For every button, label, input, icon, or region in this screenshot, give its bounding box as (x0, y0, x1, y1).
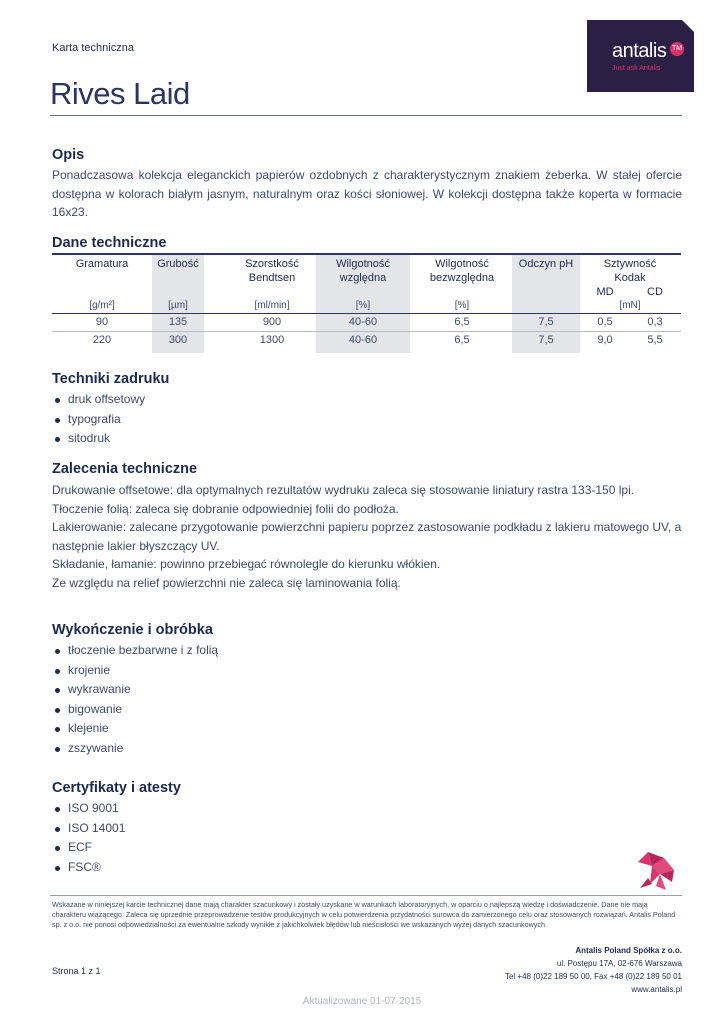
list-item: ECF (52, 838, 125, 858)
cell-r1-grubosc: 135 (168, 316, 188, 328)
cell-r1-wilg-wzgl: 40-60 (348, 316, 378, 328)
recommendations-text (52, 481, 686, 592)
header-szorstkosc: Szorstkość Bendtsen (245, 258, 299, 284)
list-item: krojenie (52, 661, 218, 681)
recommendation-line: Tłoczenie folią: zaleca się dobranie odpowiedniej folii do podłoża. (52, 501, 399, 516)
origami-bird-icon (634, 848, 680, 894)
page-number: Strona 1 z 1 (52, 966, 101, 976)
section-heading-opis: Opis (52, 147, 85, 163)
finishing-list (52, 641, 218, 758)
printing-list (52, 390, 145, 449)
section-heading-recommendations: Zalecenia techniczne (52, 461, 198, 477)
certificates-list (52, 799, 125, 877)
header-odczyn-ph: Odczyn pH (518, 258, 574, 270)
disclaimer-text: Wskazane w niniejszej karcie technicznej dane mają charakter szacunkowy i zostały uzyskane w warunkach laboratoryjnych, w oparciu o najlepszą wiedzę i doświadczenie. Dane nie mają charakteru wiążącego. Zaleca się uprzednie przeprowadzenie testów produkcyjnych w celu potwierdzenia przydatności surowca do zamierzonego celu oraz stosowanych rozwiązań. Antalis Poland sp. z o.o. nie ponosi odpowiedzialności za ewentualne szkody wynikłe z jakichkolwiek błędów lub nieścisłości we wskazanych wyżej danych szacunkowych. (52, 900, 676, 929)
cell-r1-gramatura: 90 (95, 316, 109, 328)
page-title: Rives Laid (50, 76, 190, 111)
list-item: FSC® (52, 858, 125, 878)
logo-tagline: Just ask Antalis (612, 65, 661, 72)
cell-r1-wilg-bezwzgl: 6,5 (454, 316, 470, 328)
cell-r2-wilg-wzgl: 40-60 (348, 334, 378, 346)
updated-date: Aktualizowane 01-07-2015 (302, 996, 422, 1007)
header-sztywnosc-kodak: Sztywność Kodak (603, 258, 657, 284)
technical-data-table (52, 253, 681, 353)
section-heading-finishing: Wykończenie i obróbka (52, 622, 213, 638)
recommendation-line: Drukowanie offsetowe: dla optymalnych rezultatów wydruku zaleca się stosowanie liniatury rastra 133-150 lpi. (52, 483, 635, 497)
cell-r2-szorstkosc: 1300 (259, 334, 285, 346)
cell-r2-wilg-bezwzgl: 6,5 (454, 334, 470, 346)
company-name: Antalis Poland Spółka z o.o. (575, 946, 682, 955)
subheader-md: MD (596, 286, 614, 298)
unit-gramatura: [g/m²] (89, 300, 115, 311)
unit-szorstkosc: [ml/min] (254, 300, 290, 311)
header-wilgotnosc-wzgledna: Wilgotność względna (336, 258, 390, 284)
company-address: ul. Postępu 17A, 02-676 Warszawa (556, 959, 682, 968)
section-heading-tech-data: Dane techniczne (52, 235, 167, 251)
section-heading-certificates: Certyfikaty i atesty (52, 780, 181, 796)
header-wilgotnosc-bezwzgledna: Wilgotność bezwzględna (429, 258, 495, 284)
company-phone: Tel +48 (0)22 189 50 00, Fax +48 (0)22 189 50 01 (504, 972, 682, 981)
list-item: ISO 9001 (52, 799, 125, 819)
cell-r1-szorstkosc: 900 (262, 316, 282, 328)
cell-r2-gramatura: 220 (92, 334, 112, 346)
company-info (505, 944, 682, 996)
footer-divider (50, 895, 682, 896)
section-heading-printing: Techniki zadruku (52, 371, 170, 387)
cell-r2-ph: 7,5 (538, 334, 554, 346)
company-website[interactable]: www.antalis.pl (631, 985, 682, 994)
table-row-rule (52, 331, 681, 332)
logo-wordmark: antalis (612, 40, 667, 62)
list-item: zszywanie (52, 739, 218, 759)
list-item: ISO 14001 (52, 819, 125, 839)
cell-r2-md: 9,0 (597, 334, 613, 346)
header-gramatura: Gramatura (75, 258, 129, 270)
list-item: klejenie (52, 719, 218, 739)
cell-r2-cd: 5,5 (647, 334, 663, 346)
list-item: druk offsetowy (52, 390, 145, 410)
recommendation-line: Lakierowanie: zalecane przygotowanie powierzchni papieru poprzez zastosowanie podkładu z lakieru matowego UV, a następnie lakier błyszczący UV. (52, 520, 682, 553)
title-divider (50, 115, 682, 116)
list-item: typografia (52, 410, 145, 430)
cell-r1-cd: 0,3 (647, 316, 663, 328)
subheader-cd: CD (647, 286, 663, 298)
table-header-rule (52, 313, 681, 314)
document-type: Karta techniczna (52, 42, 134, 54)
recommendation-line: Ze względu na relief powierzchni nie zaleca się laminowania folią. (52, 575, 401, 590)
cell-r1-md: 0,5 (597, 316, 613, 328)
header-grubosc: Grubość (157, 258, 199, 270)
description-text: Ponadczasowa kolekcja eleganckich papierów ozdobnych z charakterystycznym znakiem żeberka. W stałej ofercie dostępna w kolorach białym jasnym, naturalnym oraz kości słoniowej. W kolekcji dostępna także koperta w formacie 16x23. (52, 168, 682, 219)
unit-grubosc: [µm] (168, 300, 188, 311)
list-item: wykrawanie (52, 680, 218, 700)
unit-wilgotnosc-bezwzgledna: [%] (454, 300, 470, 311)
unit-sztywnosc: [mN] (619, 300, 641, 311)
unit-wilgotnosc-wzgledna: [%] (355, 300, 371, 311)
recommendation-line: Składanie, łamanie: powinno przebiegać równolegle do kierunku włókien. (52, 557, 441, 571)
cell-r2-grubosc: 300 (168, 334, 188, 346)
cell-r1-ph: 7,5 (538, 316, 554, 328)
logo-badge: TM (670, 42, 684, 56)
list-item: sitodruk (52, 429, 145, 449)
list-item: bigowanie (52, 700, 218, 720)
list-item: tłoczenie bezbarwne i z folią (52, 641, 218, 661)
